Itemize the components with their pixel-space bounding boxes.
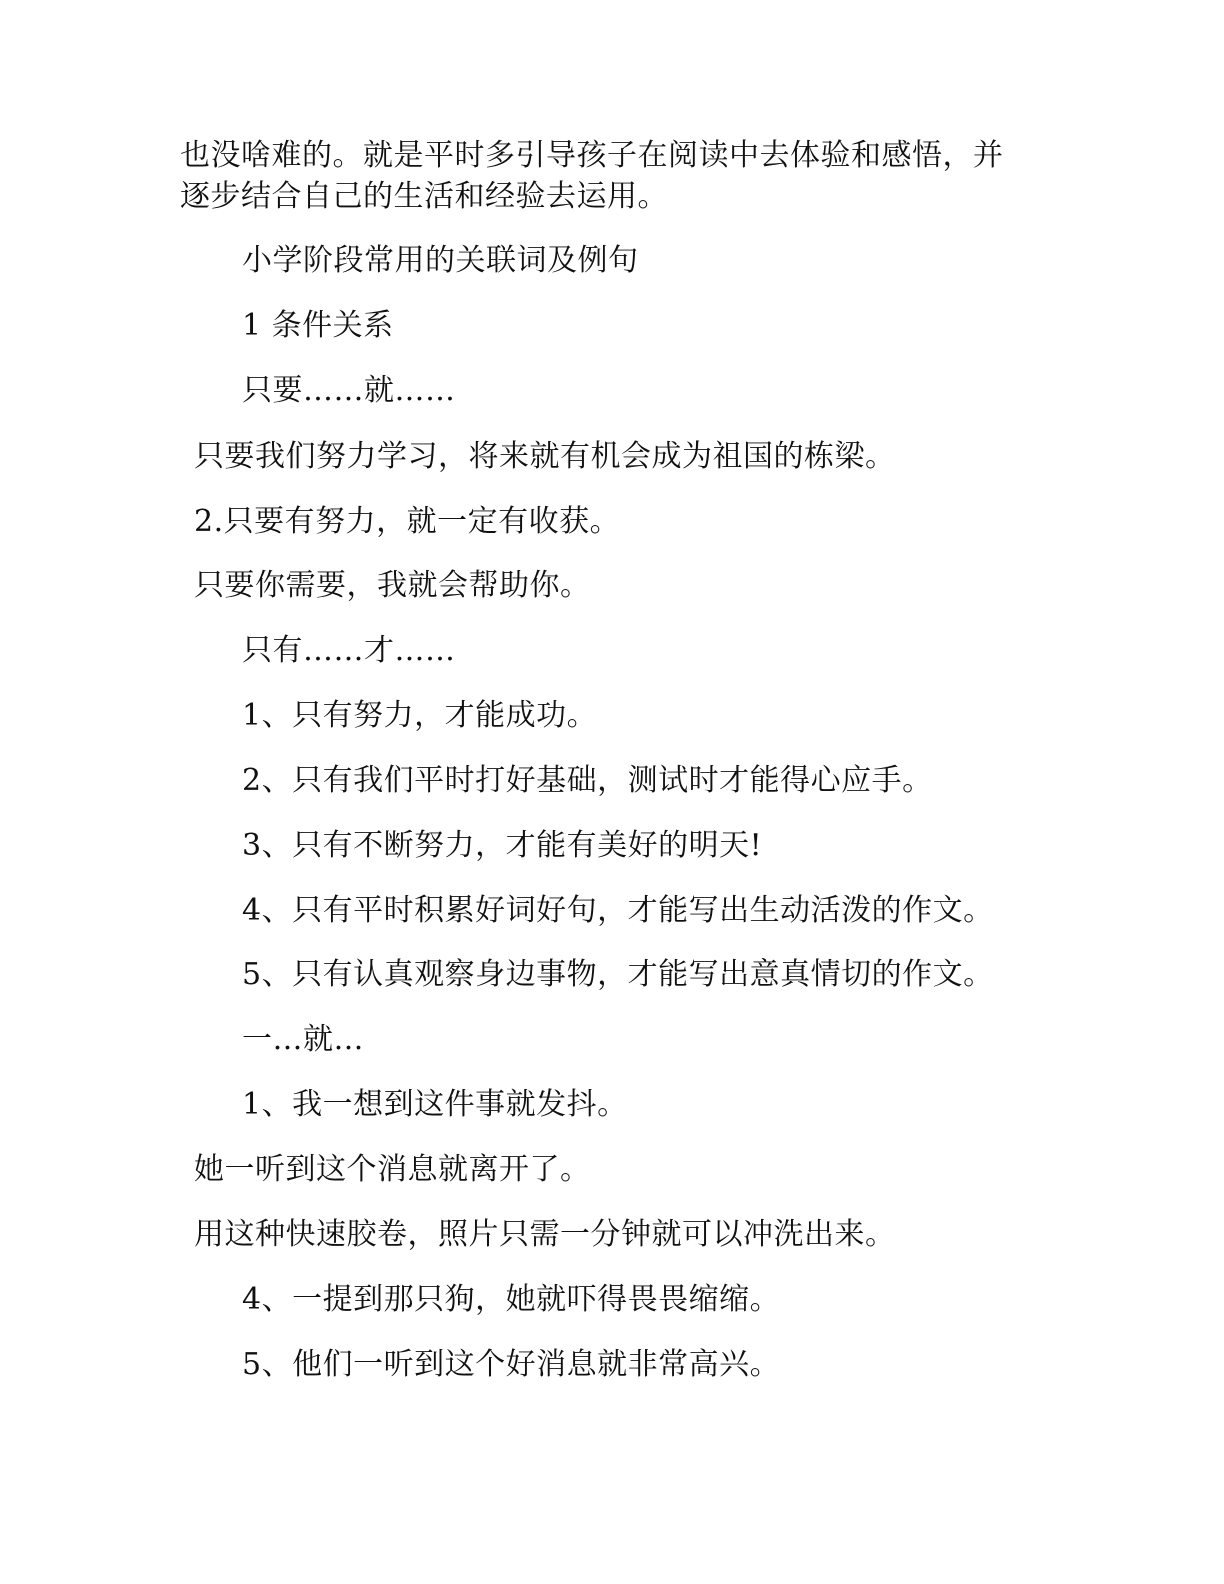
example-line: 3、只有不断努力，才能有美好的明天! <box>242 828 763 863</box>
example-line: 1、只有努力，才能成功。 <box>242 698 598 733</box>
pattern-label-zhiyou: 只有……才…… <box>242 633 456 668</box>
example-line: 她一听到这个消息就离开了。 <box>194 1152 591 1187</box>
pattern-label-zhiyao: 只要……就…… <box>242 373 456 408</box>
example-line: 5、他们一听到这个好消息就非常高兴。 <box>242 1347 781 1382</box>
document-title: 小学阶段常用的关联词及例句 <box>242 243 639 278</box>
example-line: 2.只要有努力，就一定有收获。 <box>194 504 621 539</box>
example-line: 只要你需要，我就会帮助你。 <box>194 568 591 603</box>
example-line: 用这种快速胶卷，照片只需一分钟就可以冲洗出来。 <box>194 1217 896 1252</box>
intro-line-2: 逐步结合自己的生活和经验去运用。 <box>180 179 668 214</box>
example-line: 4、只有平时积累好词好句，才能写出生动活泼的作文。 <box>242 893 994 928</box>
example-line: 4、一提到那只狗，她就吓得畏畏缩缩。 <box>242 1282 781 1317</box>
example-line: 2、只有我们平时打好基础，测试时才能得心应手。 <box>242 763 933 798</box>
pattern-label-yijiu: 一…就… <box>242 1022 364 1057</box>
intro-line-1: 也没啥难的。就是平时多引导孩子在阅读中去体验和感悟，并 <box>180 138 1004 173</box>
section-heading: 1 条件关系 <box>242 308 394 343</box>
example-line: 只要我们努力学习，将来就有机会成为祖国的栋梁。 <box>194 439 896 474</box>
example-line: 5、只有认真观察身边事物，才能写出意真情切的作文。 <box>242 957 994 992</box>
example-line: 1、我一想到这件事就发抖。 <box>242 1087 628 1122</box>
